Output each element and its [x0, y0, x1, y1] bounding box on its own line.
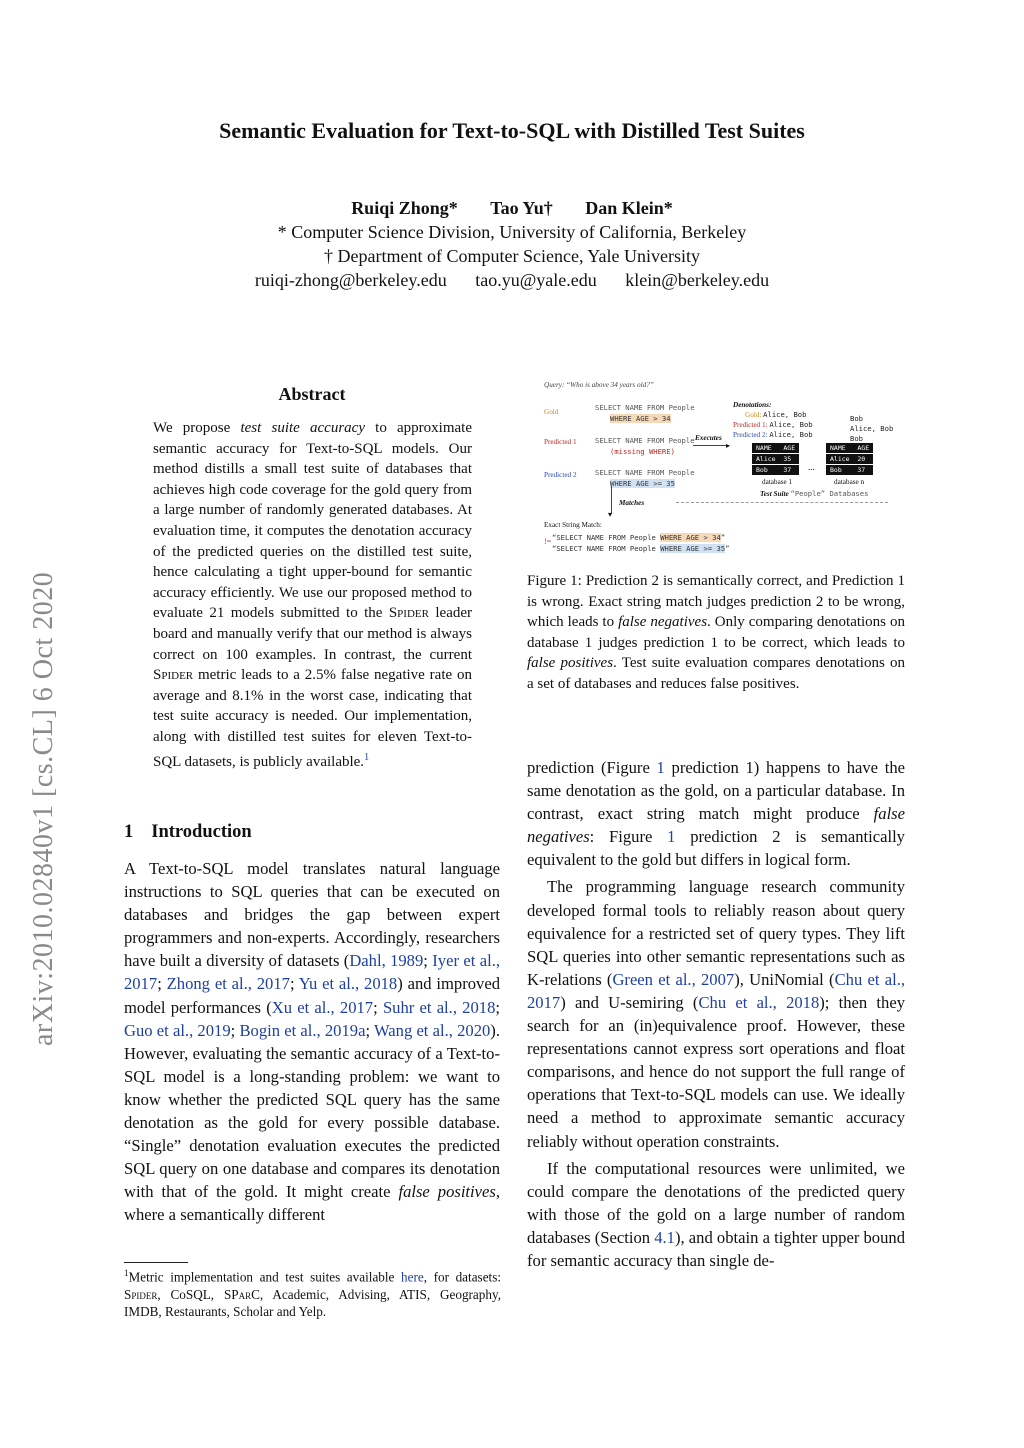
citation-link[interactable]: Bogin et al., 2019a	[239, 1020, 366, 1040]
section-link[interactable]: 4.1	[654, 1227, 675, 1247]
affiliation: † Department of Computer Science, Yale University	[324, 246, 700, 266]
exact-match-line: “SELECT NAME FROM People WHERE AGE >= 35”	[552, 544, 730, 553]
arrow-head-right-icon: ▸	[726, 441, 731, 450]
gold-label: Gold	[544, 408, 559, 416]
denotations-heading: Denotations:	[733, 401, 772, 409]
executes-arrow	[693, 445, 729, 446]
footnote: $^1$Metric implementation and test suites available here, for datasets: Spider, CoSQL, SParC, Academic, Advising, ATIS, Geography, IMDB, Restaurants, Scholar and Yelp.	[124, 1268, 502, 1320]
citation-link[interactable]: Wang et al., 2020	[373, 1020, 491, 1040]
citation-link[interactable]: Yu et al., 2018	[298, 974, 398, 994]
arrow-head-down-icon: ▾	[608, 510, 613, 519]
denotation-gold: Gold: Alice, Bob	[745, 410, 807, 419]
intro-paragraph: A Text-to-SQL model translates natural language instructions to SQL queries that can be executed on databases and bridges the gap between expert programmers and non-experts. Accordingly, researchers have built a diversity of datasets (Dahl, 1989; Iyer et al., 2017; Zhong et al., 2017; Yu et al., 2018) and improved model performances (Xu et al., 2017; Suhr et al., 2018; Guo et al., 2019; Bogin et al., 2019a; Wang et al., 2020). However, evaluating the semantic accuracy of a Text-to-SQL model is a long-standing problem: we want to know whether the predicted SQL query has the same denotation as the gold for every possible database. “Single” denotation evaluation executes the predicted SQL query on one database and compares its denotation with that of the gold. It might create false positives, where a semantically different	[124, 859, 501, 1225]
table-row: Alice 35	[752, 454, 799, 465]
arxiv-watermark: arXiv:2010.02840v1 [cs.CL] 6 Oct 2020	[28, 571, 59, 1046]
predicted-2-label: Predicted 2	[544, 471, 577, 479]
not-equal-sign: !=	[544, 537, 552, 546]
gold-sql-line: WHERE AGE > 34	[610, 414, 671, 423]
figure-link[interactable]: 1	[656, 758, 665, 777]
table-row: Alice 20	[826, 454, 873, 465]
test-suite-label: Test Suite “People” Databases	[760, 489, 869, 498]
pred1-sql-line: (missing WHERE)	[610, 447, 675, 456]
table-row: Bob 37	[826, 465, 873, 476]
figure-caption: Figure 1: Prediction 2 is semantically correct, and Prediction 1 is wrong. Exact string match judges prediction 2 to be wrong, which leads to false negatives. Only comparing denotations on database 1 judges prediction 1 to be correct, which leads to false positives. Test suite evaluation compares denotations on a set of databases and reduces false positives.	[527, 573, 905, 692]
dbn-denotation: Alice, Bob	[850, 424, 894, 433]
footnote-rule	[124, 1262, 188, 1263]
figure-query: Query: “Who is above 34 years old?”	[544, 381, 654, 389]
author-emails	[0, 268, 1024, 292]
table-row: NAME AGE	[752, 443, 799, 454]
database-1-label: database 1	[762, 478, 793, 486]
citation-link[interactable]: Green et al., 2007	[612, 969, 735, 989]
right-column-text	[527, 756, 905, 1276]
author-name: Dan Klein*	[585, 198, 673, 218]
author-name: Ruiqi Zhong*	[351, 198, 458, 218]
exact-match-heading: Exact String Match:	[544, 521, 602, 529]
paragraph: If the computational resources were unlimited, we could compare the denotations of the predicted query with those of the gold on a large number of random databases (Section 4.1), and obtain a tighter upper bound for semantic accuracy than single de-	[527, 1158, 905, 1270]
email: tao.yu@yale.edu	[475, 270, 597, 290]
table-row: NAME AGE	[826, 443, 873, 454]
figure-link[interactable]: 1	[667, 827, 676, 847]
dbn-denotation: Bob	[850, 414, 863, 423]
executes-label: Executes	[695, 434, 722, 442]
exact-match-line: “SELECT NAME FROM People WHERE AGE > 34”	[552, 533, 726, 542]
database-n-table	[826, 443, 873, 476]
citation-link[interactable]: Guo et al., 2019	[124, 1020, 231, 1040]
citation-link[interactable]: Xu et al., 2017	[271, 997, 374, 1017]
pred1-sql-line: SELECT NAME FROM People	[595, 436, 695, 445]
footnote-link[interactable]: 1	[364, 751, 370, 763]
author-names	[0, 196, 1024, 220]
here-link[interactable]: here	[401, 1269, 424, 1285]
test-suite-divider	[676, 502, 888, 503]
author-block	[0, 196, 1024, 292]
pred2-sql-line: SELECT NAME FROM People	[595, 468, 695, 477]
table-row: Bob 37	[752, 465, 799, 476]
paragraph: The programming language research community developed formal tools to reliably reason about query equivalence for a restricted set of query types. They lift SQL queries into other semantic representations such as K-relations (Green et al., 2007), UniNomial (Chu et al., 2017) and U-semiring (Chu et al., 2018); then they search for an (in)equivalence proof. However, these representations cannot express sort operations and float comparisons, and hence do not support the full range of operations that Text-to-SQL models can use. We ideally need a method to approximate semantic accuracy reliably without operation constraints.	[527, 877, 905, 1151]
matches-label: Matches	[619, 499, 645, 507]
paragraph: prediction (Figure 1 prediction 1) happens to have the same denotation as the gold, on a particular database. In contrast, exact string match might produce false negatives: Figure 1 prediction 2 is semantically equivalent to the gold but differs in logical form.	[527, 758, 905, 870]
citation-link[interactable]: Chu et al., 2018	[698, 992, 820, 1012]
paper-title: Semantic Evaluation for Text-to-SQL with Distilled Test Suites	[219, 118, 805, 143]
database-1-table	[752, 443, 799, 476]
denotation-pred2: Predicted 2: Alice, Bob	[733, 430, 813, 439]
abstract-text: We propose test suite accuracy to approximate semantic accuracy for Text-to-SQL models. Our method distills a small test suite of databases that achieves high code coverage for the gold query from a large number of randomly generated databases. At evaluation time, it computes the denotation accuracy of the predicted queries on the distilled test suite, hence calculating a tight upper-bound for semantic accuracy efficiently. We use our proposed method to evaluate 21 models submitted to the Spider leader board and manually verify that our method is always correct on 100 examples. In contrast, the current Spider metric leads to a 2.5% false negative rate on average and 8.1% in the worst case, indicating that test suite accuracy is needed. Our implementation, along with distilled test suites for eleven Text-to-SQL datasets, is publicly available.$^1$	[153, 420, 473, 770]
citation-link[interactable]: Dahl, 1989	[349, 951, 424, 971]
author-name: Tao Yu†	[490, 198, 553, 218]
citation-link[interactable]: Suhr et al., 2018	[382, 997, 496, 1017]
figure-1	[540, 378, 900, 558]
dbn-denotation: Bob	[850, 434, 863, 443]
denotation-pred1: Predicted 1: Alice, Bob	[733, 420, 813, 429]
section-heading: 1 Introduction	[124, 822, 252, 842]
affiliation: * Computer Science Division, University of California, Berkeley	[277, 222, 747, 242]
citation-link[interactable]: Iyer et al., 2017	[124, 951, 500, 994]
email: klein@berkeley.edu	[625, 270, 770, 290]
predicted-1-label: Predicted 1	[544, 438, 577, 446]
email: ruiqi-zhong@berkeley.edu	[254, 270, 447, 290]
citation-link[interactable]: Zhong et al., 2017	[166, 974, 290, 994]
citation-link[interactable]: Chu et al., 2017	[527, 969, 905, 1012]
gold-sql-line: SELECT NAME FROM People	[595, 403, 695, 412]
abstract-heading: Abstract	[278, 384, 346, 404]
pred2-sql-line: WHERE AGE >= 35	[610, 479, 675, 488]
ellipsis: ...	[808, 462, 815, 472]
database-n-label: database n	[834, 478, 865, 486]
